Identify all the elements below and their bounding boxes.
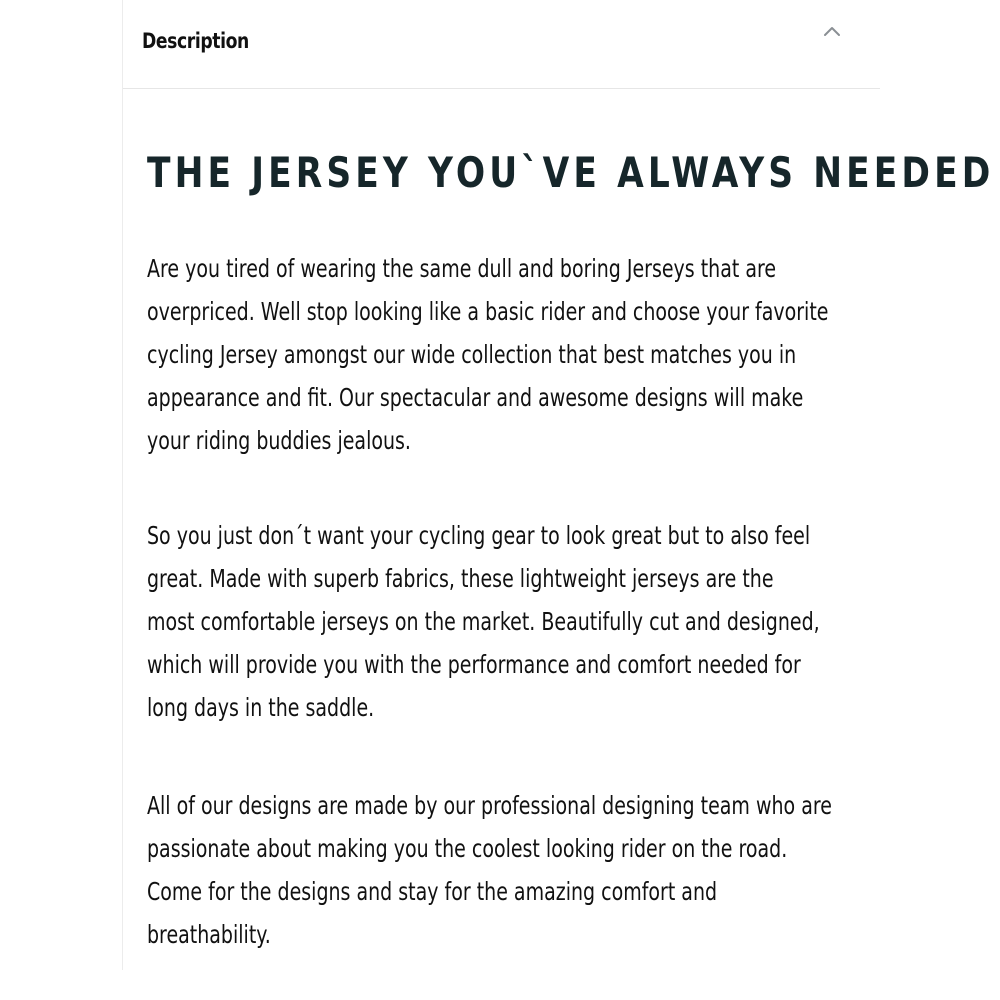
paragraph-line: appearance and fit. Our spectacular and awesome designs will make	[147, 383, 804, 412]
chevron-up-icon[interactable]	[823, 24, 841, 38]
paragraph-line: breathability.	[147, 920, 271, 949]
paragraph-line: which will provide you with the performance and comfort needed for	[147, 650, 801, 679]
paragraph-line: Come for the designs and stay for the amazing comfort and	[147, 877, 718, 906]
description-paragraph	[147, 514, 854, 729]
paragraph-line: long days in the saddle.	[147, 693, 375, 722]
paragraph-line: Are you tired of wearing the same dull and boring Jerseys that are	[147, 254, 777, 283]
description-content	[147, 148, 995, 949]
description-paragraph	[147, 784, 854, 956]
paragraph-line: cycling Jersey amongst our wide collection that best matches you in	[147, 340, 797, 369]
accordion-title: Description	[142, 29, 249, 53]
paragraph-line: overpriced. Well stop looking like a basic rider and choose your favorite	[147, 297, 829, 326]
description-panel	[122, 0, 995, 970]
paragraph-line: All of our designs are made by our professional designing team who are	[147, 791, 832, 820]
paragraph-line: your riding buddies jealous.	[147, 426, 411, 455]
description-paragraph	[147, 247, 854, 462]
description-headline: THE JERSEY YOU`VE ALWAYS NEEDED	[147, 148, 995, 197]
description-accordion-header[interactable]	[123, 0, 880, 89]
paragraph-line: passionate about making you the coolest looking rider on the road.	[147, 834, 788, 863]
paragraph-line: So you just don´t want your cycling gear to look great but to also feel	[147, 521, 811, 550]
paragraph-line: most comfortable jerseys on the market. Beautifully cut and designed,	[147, 607, 820, 636]
paragraph-line: great. Made with superb fabrics, these lightweight jerseys are the	[147, 564, 774, 593]
